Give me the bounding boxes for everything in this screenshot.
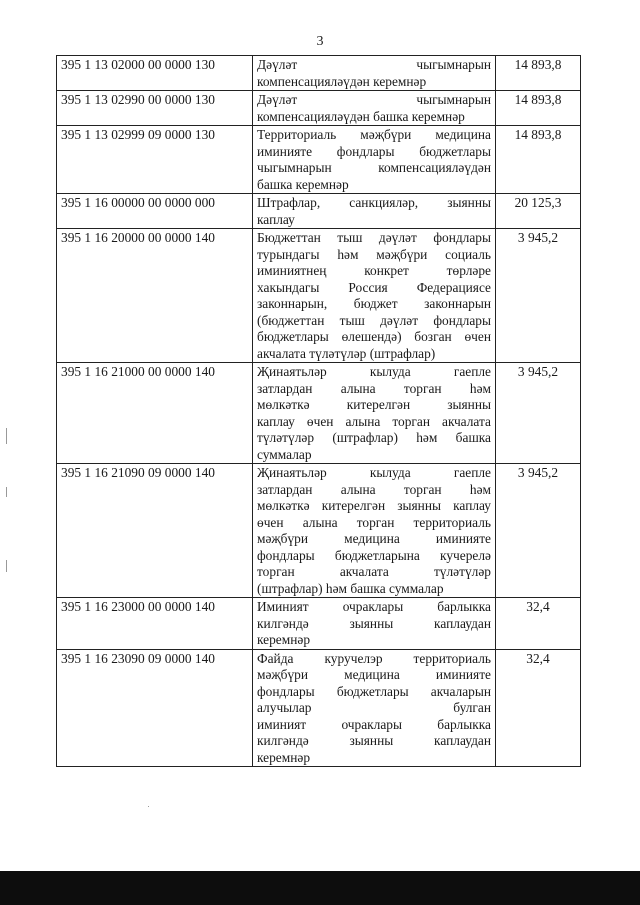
revenue-name-line: керемнәр: [257, 749, 311, 765]
revenue-code-cell: 395 1 13 02999 09 0000 130: [57, 126, 253, 194]
revenue-name-line: затлардан алына торган һәм: [257, 380, 491, 396]
scan-mark: [148, 806, 149, 807]
table-row: [57, 598, 581, 650]
amount-cell: 20 125,3: [496, 194, 581, 229]
revenue-code-cell: 395 1 13 02000 00 0000 130: [57, 56, 253, 91]
revenue-name-line: башка керемнәр: [257, 176, 349, 192]
revenue-name-line: затлардан алына торган һәм: [257, 481, 491, 497]
table-row: [57, 194, 581, 229]
revenue-name-line: Бюджеттан тыш дәүләт фондлары: [257, 230, 491, 245]
revenue-name-line: Иминият очраклары барлыкка: [257, 599, 491, 614]
revenue-name-line: килгәндә зыянны каплаудан: [257, 615, 491, 631]
revenue-code-cell: 395 1 16 21090 09 0000 140: [57, 464, 253, 598]
revenue-name-line: чыгымнарын компенсацияләүдән: [257, 160, 491, 175]
revenue-name-line: иминият очраклары барлыкка: [257, 716, 491, 732]
revenue-code-cell: 395 1 13 02990 00 0000 130: [57, 91, 253, 126]
amount-cell: 32,4: [496, 649, 581, 767]
revenue-name-cell: [253, 363, 496, 464]
revenue-name-line: бюджетлары өлешендә) бозган өчен: [257, 329, 491, 344]
revenue-name-cell: [253, 91, 496, 126]
revenue-name-cell: [253, 598, 496, 650]
revenue-name-line: (штрафлар) һәм башка суммалар: [257, 580, 444, 596]
revenue-name-line: фондлары бюджетларына кучерелә: [257, 547, 491, 563]
revenue-name-line: каплау өчен алына торган акчалата: [257, 413, 491, 429]
revenue-name-line: Җинаятьләр кылуда гаепле: [257, 465, 491, 480]
amount-cell: 3 945,2: [496, 464, 581, 598]
revenue-name-line: Дәүләт чыгымнарын: [257, 92, 491, 107]
revenue-name-line: хакындагы Россия Федерациясе: [257, 279, 491, 295]
revenue-code-cell: 395 1 16 23090 09 0000 140: [57, 649, 253, 767]
revenue-name-line: алучылар булган: [257, 700, 491, 715]
revenue-name-line: компенсацияләүдән башка керемнәр: [257, 108, 465, 124]
scan-mark: [6, 487, 7, 497]
revenue-name-cell: [253, 56, 496, 91]
amount-cell: 14 893,8: [496, 91, 581, 126]
revenue-name-line: керемнәр: [257, 632, 311, 647]
revenue-name-cell: [253, 649, 496, 767]
amount-cell: 14 893,8: [496, 126, 581, 194]
revenue-name-cell: [253, 126, 496, 194]
table-row: [57, 229, 581, 363]
revenue-code-cell: 395 1 16 20000 00 0000 140: [57, 229, 253, 363]
revenue-name-line: Җинаятьләр кылуда гаепле: [257, 364, 491, 379]
revenue-name-line: Дәүләт чыгымнарын: [257, 57, 491, 72]
table-row: [57, 464, 581, 598]
revenue-code-cell: 395 1 16 23000 00 0000 140: [57, 598, 253, 650]
revenue-name-line: иминиятнең конкрет төрләре: [257, 263, 491, 278]
revenue-name-cell: [253, 229, 496, 363]
revenue-name-line: законнарын, бюджет законнарын: [257, 296, 491, 311]
budget-revenue-table: [56, 55, 581, 767]
revenue-name-line: иминияте фондлары бюджетлары: [257, 143, 491, 159]
revenue-code-cell: 395 1 16 21000 00 0000 140: [57, 363, 253, 464]
revenue-name-line: мәҗбүри медицина иминияте: [257, 531, 491, 546]
scan-bottom-edge: [0, 871, 640, 905]
revenue-name-line: турындагы һәм мәҗбүри социаль: [257, 246, 491, 262]
revenue-name-line: торган акчалата түләтүләр: [257, 564, 491, 579]
revenue-name-line: өчен алына торган территориаль: [257, 514, 491, 530]
revenue-name-line: компенсацияләүдән керемнәр: [257, 73, 427, 89]
revenue-name-line: каплау: [257, 211, 295, 227]
revenue-name-line: Территориаль мәҗбүри медицина: [257, 127, 491, 142]
amount-cell: 32,4: [496, 598, 581, 650]
amount-cell: 3 945,2: [496, 229, 581, 363]
scan-mark: [6, 560, 7, 572]
revenue-name-line: мөлкәткә китерелгән зыянны каплау: [257, 498, 491, 513]
revenue-code-cell: 395 1 16 00000 00 0000 000: [57, 194, 253, 229]
table-row: [57, 649, 581, 767]
revenue-name-line: суммалар: [257, 446, 312, 462]
table-row: [57, 363, 581, 464]
amount-cell: 3 945,2: [496, 363, 581, 464]
revenue-name-line: (бюджеттан тыш дәүләт фондлары: [257, 312, 491, 328]
table-row: [57, 91, 581, 126]
revenue-name-line: Штрафлар, санкцияләр, зыянны: [257, 195, 491, 210]
revenue-name-line: Файда куручелэр территориаль: [257, 650, 491, 666]
scan-mark: [6, 428, 7, 444]
revenue-name-cell: [253, 194, 496, 229]
revenue-name-line: түләтүләр (штрафлар) һәм башка: [257, 430, 491, 445]
revenue-name-line: мөлкәткә китерелгән зыянны: [257, 397, 491, 412]
amount-cell: 14 893,8: [496, 56, 581, 91]
table-row: [57, 56, 581, 91]
table-row: [57, 126, 581, 194]
revenue-name-line: килгәндә зыянны каплаудан: [257, 733, 491, 748]
page-number: 3: [316, 34, 324, 49]
revenue-name-line: мәҗбүри медицина иминияте: [257, 667, 491, 682]
revenue-name-line: акчалата түләтүләр (штрафлар): [257, 345, 436, 361]
revenue-name-cell: [253, 464, 496, 598]
table-body: [57, 56, 581, 767]
revenue-name-line: фондлары бюджетлары акчаларын: [257, 683, 491, 699]
